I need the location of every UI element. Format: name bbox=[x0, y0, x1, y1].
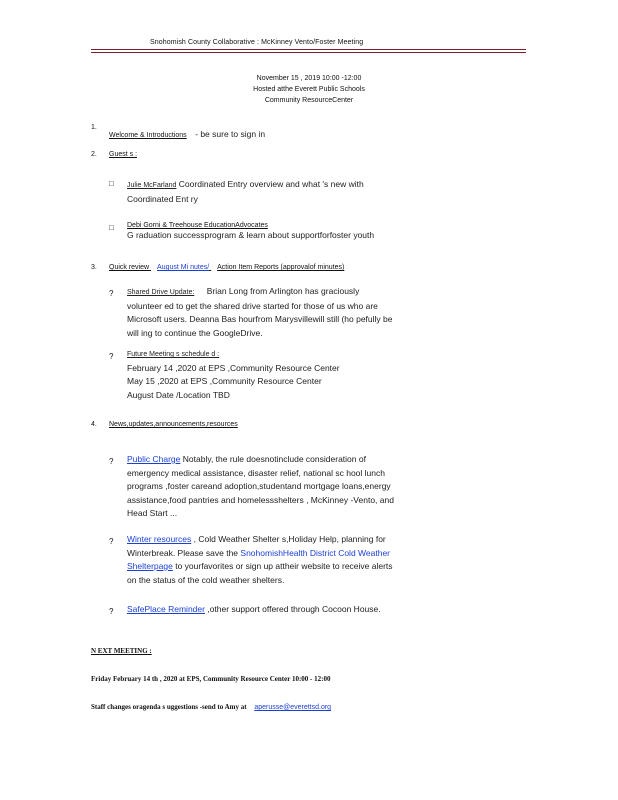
header-rule-top bbox=[91, 49, 526, 50]
section-number: 2. bbox=[91, 151, 97, 158]
item-text: Winterbreak. Please save the bbox=[127, 547, 239, 558]
next-meeting-details: Friday February 14 th , 2020 at EPS, Community Resource Center 10:00 - 12:00 bbox=[91, 675, 331, 683]
next-meeting-label: N EXT MEETING : bbox=[91, 647, 152, 655]
section-title-pre: Quick review bbox=[109, 264, 150, 271]
section-title: Welcome & Introductions bbox=[109, 132, 187, 139]
schedule-date: August Date /Location TBD bbox=[127, 389, 230, 400]
bullet-icon: ? bbox=[109, 457, 114, 466]
item-text: emergency medical assistance, disaster relief, national sc hool lunch bbox=[127, 467, 385, 478]
staff-changes-text: Staff changes oragenda s uggestions -send to Amy at bbox=[91, 703, 247, 711]
shelter-page-link[interactable]: Shelterpage bbox=[127, 561, 173, 571]
winter-resources-item bbox=[127, 533, 502, 587]
meeting-location: Community ResourceCenter bbox=[264, 97, 354, 104]
section-title bbox=[109, 264, 344, 271]
guest-topic: G raduation successprogram & learn about supportforfoster youth bbox=[127, 230, 375, 240]
item-label: Shared Drive Update: bbox=[127, 289, 195, 296]
item-text: Microsoft users. Deanna Bas hourfrom Marysvillewill still (ho pefully be bbox=[127, 314, 393, 324]
health-district-link[interactable]: SnohomishHealth District Cold Weather bbox=[240, 547, 391, 558]
winter-resources-link[interactable]: Winter resources bbox=[127, 534, 192, 544]
item-text: , Cold Weather Shelter s,Holiday Help, planning for bbox=[193, 534, 386, 544]
schedule-date: May 15 ,2020 at EPS ,Community Resource Center bbox=[127, 376, 322, 386]
item-text: Brian Long from Arlington has graciously bbox=[206, 286, 360, 296]
guest-topic-continued: Coordinated Ent ry bbox=[127, 193, 198, 204]
staff-changes-line bbox=[91, 703, 371, 711]
section-title: News,updates,announcements,resources bbox=[109, 421, 238, 428]
section-number: 3. bbox=[91, 264, 97, 271]
checkbox-icon: □ bbox=[109, 223, 114, 232]
bullet-icon: ? bbox=[109, 289, 114, 298]
public-charge-item bbox=[127, 453, 502, 521]
item-text: assistance,food pantries and homelessshelters , McKinney -Vento, and bbox=[127, 494, 394, 505]
schedule-item bbox=[127, 348, 502, 402]
bullet-icon: ? bbox=[109, 607, 114, 616]
safeplace-link[interactable]: SafePlace Reminder bbox=[127, 604, 205, 614]
item-text: volunteer ed to get the shared drive started for those of us who are bbox=[127, 300, 378, 311]
item-text: programs ,foster careand adoption,studentand mortgage loans,energy bbox=[127, 481, 391, 491]
guest-item bbox=[127, 178, 507, 206]
safeplace-item bbox=[127, 603, 502, 617]
meeting-host: Hosted atthe Everett Public Schools bbox=[253, 86, 365, 93]
item-text: Head Start ... bbox=[127, 508, 178, 518]
schedule-date: February 14 ,2020 at EPS ,Community Resource Center bbox=[127, 362, 340, 373]
section-title-post: Action Item Reports (approvalof minutes) bbox=[217, 264, 345, 271]
meeting-date: November 15 , 2019 10:00 -12:00 bbox=[256, 75, 362, 82]
item-label: Future Meeting s schedule d : bbox=[127, 351, 220, 358]
section-title: Guest s : bbox=[109, 151, 138, 158]
item-text: on the status of the cold weather shelters. bbox=[127, 574, 285, 585]
bullet-icon: ? bbox=[109, 352, 114, 361]
section-number: 1. bbox=[91, 124, 97, 131]
item-text: will ing to continue the GoogleDrive. bbox=[127, 327, 263, 338]
public-charge-link[interactable]: Public Charge bbox=[127, 454, 181, 464]
document-header: Snohomish County Collaborative : McKinney Vento/Foster Meeting bbox=[150, 39, 364, 46]
checkbox-icon: □ bbox=[109, 179, 114, 188]
bullet-icon: ? bbox=[109, 537, 114, 546]
guest-name: Debi Gorni & Treehouse EducationAdvocates bbox=[127, 222, 268, 229]
item-text: Notably, the rule doesnotinclude consideration of bbox=[182, 454, 366, 464]
header-rule-bottom bbox=[91, 52, 526, 53]
section-number: 4. bbox=[91, 421, 97, 428]
guest-item bbox=[127, 222, 507, 243]
guest-name: Julie McFarland bbox=[127, 182, 177, 189]
item-text: to yourfavorites or sign up attheir website to receive alerts bbox=[175, 561, 393, 571]
august-minutes-link[interactable]: August Mi nutes/ bbox=[157, 264, 210, 271]
section-welcome bbox=[109, 124, 265, 142]
shared-drive-item bbox=[127, 285, 502, 340]
email-link[interactable]: aperusse@everettsd.org bbox=[254, 704, 332, 711]
section-note: - be sure to sign in bbox=[195, 129, 266, 139]
guest-topic: Coordinated Entry overview and what 's new with bbox=[178, 179, 364, 189]
item-text: ,other support offered through Cocoon House. bbox=[207, 604, 381, 614]
